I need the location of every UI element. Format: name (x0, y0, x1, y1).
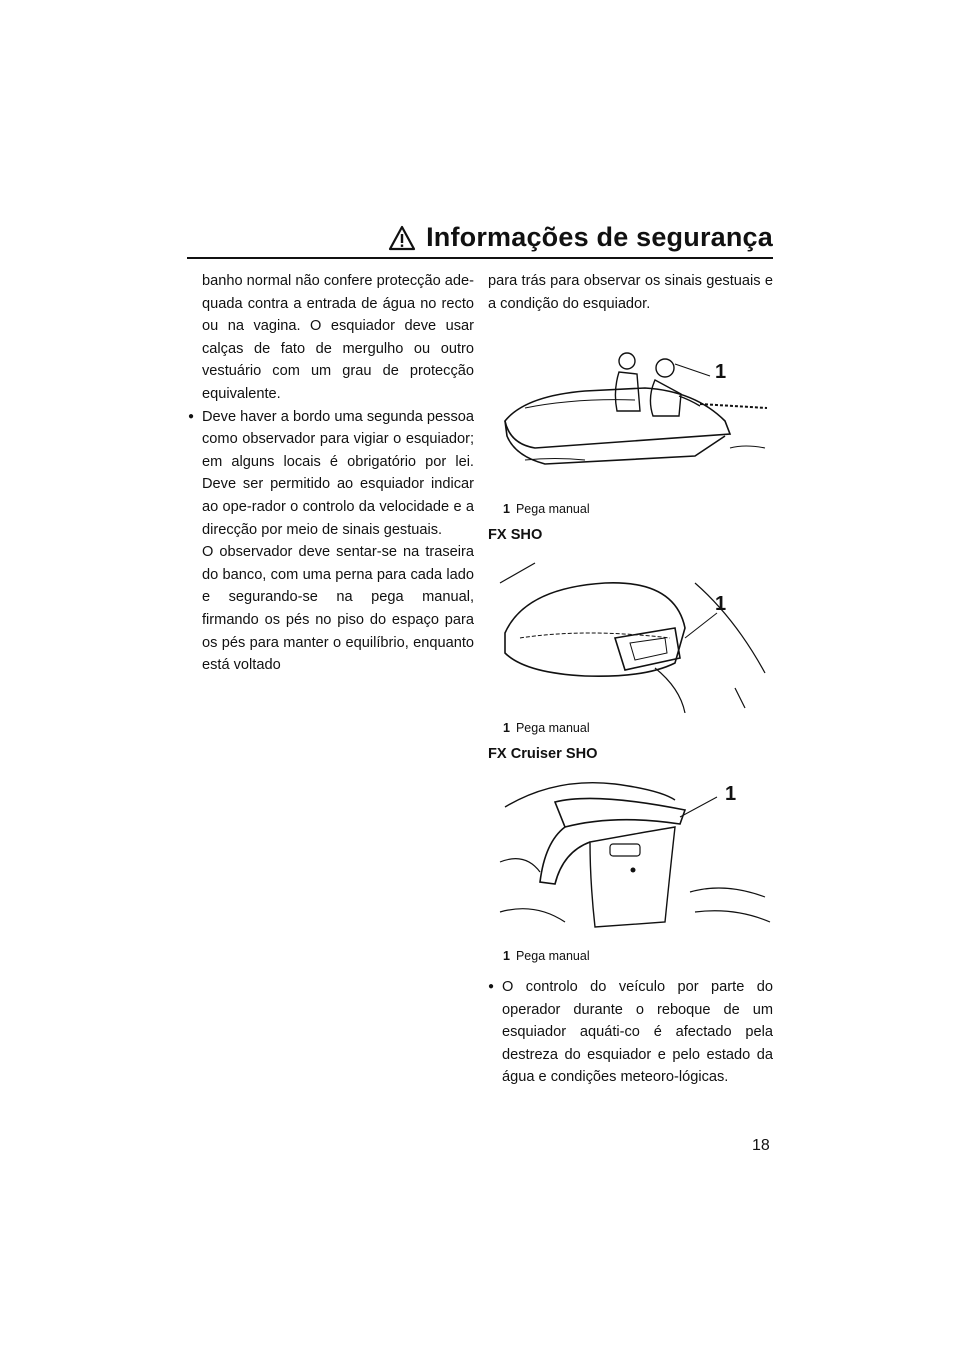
page-header (388, 222, 773, 253)
fx-sho-heading: FX SHO (488, 527, 543, 543)
bullet-text-2: O controlo do veículo por parte do operador durante o reboque de um esquiador aquáti-co é afectado pela destreza do esquiador e pelo estado da água e condições meteoro-lógicas. (502, 979, 773, 1086)
bullet-text-1: Deve haver a bordo uma segunda pessoa como observador para vigiar o esquiador; em alguns locais é obrigatório por lei. Deve ser permitido ao esquiador indicar ao ope-rador o controlo da velocidade e a direcção por meio de sinais gestuais. (202, 408, 474, 538)
right-column-bottom (488, 976, 773, 1089)
figure-2-caption: 1 Pega manual (503, 721, 590, 735)
page-number: 18 (752, 1137, 770, 1154)
right-column-top (488, 270, 773, 315)
page-title: Informações de segurança (426, 222, 773, 252)
callout-1: 1 (715, 361, 727, 383)
figure-1-caption: 1 Pega manual (503, 502, 590, 516)
warning-triangle-icon (388, 225, 416, 251)
left-paragraph-2: O observador deve sentar-se na traseira do banco, com uma perna para cada lado e segurando-se na pega manual, firmando os pés no piso do espaço para os pés para manter o equilíbrio, enquanto está voltado (202, 544, 474, 674)
bullet-item-vehicle-control (488, 976, 773, 1089)
figure-watercraft-riders (495, 336, 775, 481)
callout-3: 1 (725, 783, 737, 805)
header-divider (187, 257, 773, 259)
figure-fx-cruiser-sho-grab-handle (495, 772, 775, 942)
bullet-item-observer (188, 406, 474, 677)
right-paragraph-1: para trás para observar os sinais gestuais e a condição do esquiador. (488, 273, 773, 312)
bullet-dot-icon: ● (488, 981, 495, 992)
figure-3-caption: 1 Pega manual (503, 949, 590, 963)
callout-2: 1 (715, 593, 727, 615)
bullet-dot-icon: ● (188, 410, 195, 422)
figure-fx-sho-grab-handle (495, 558, 775, 713)
left-paragraph-1: banho normal não confere protecção ade-quada contra a entrada de água no recto ou na vagina. O esquiador deve usar calças de fato de mergulho ou outro vestuário com um grau de protecção equivalente. (202, 273, 474, 402)
left-column (188, 270, 474, 677)
fx-cruiser-sho-heading: FX Cruiser SHO (488, 746, 598, 762)
